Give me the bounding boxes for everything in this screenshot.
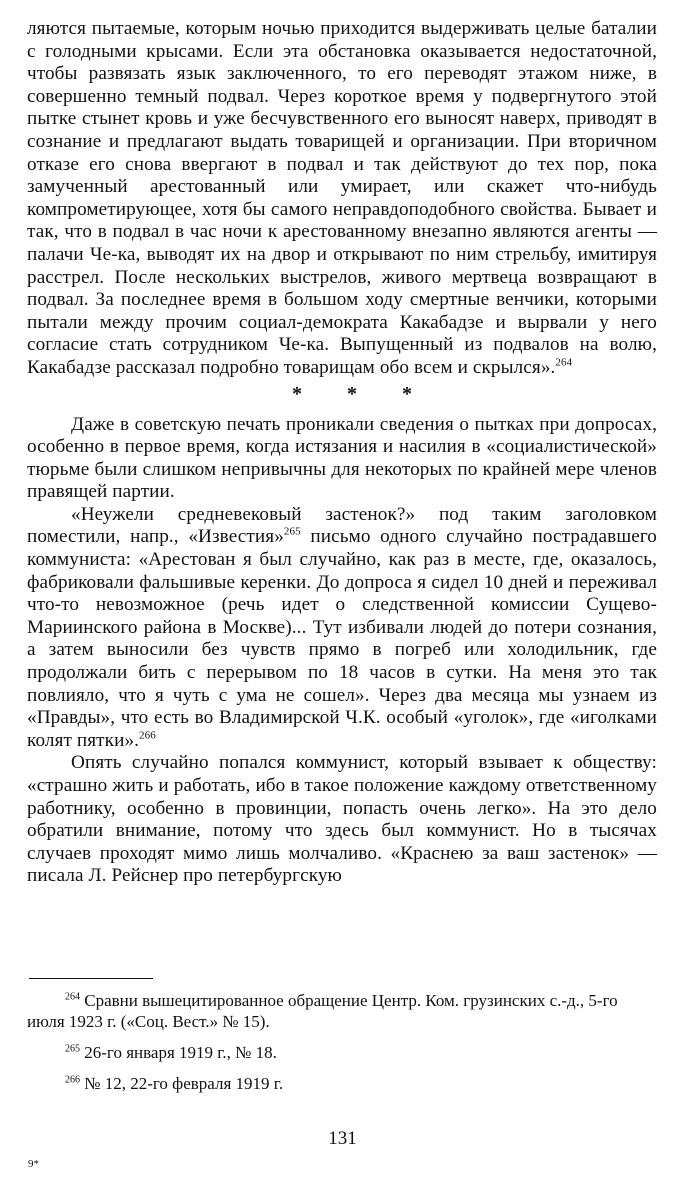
footnote-266 <box>27 1073 657 1094</box>
footnote-264 <box>27 990 657 1032</box>
signature-mark: 9* <box>28 1158 39 1170</box>
footnote-text: 26-го января 1919 г., № 18. <box>84 1043 277 1062</box>
footnote-number: 264 <box>65 991 80 1003</box>
paragraph-4: Опять случайно попался коммунист, который взывает к обществу: «страшно жить и работать, ибо в такое положение каждому ответственному работнику, особенно в провинции, попасть очень легко». На это дело обратили внимание, потому что здесь был коммунист. Но в тысячах случаев проходят мимо лишь молчаливо. «Краснею за ваш застенок» — писала Л. Рейснер про петербургскую <box>27 752 657 887</box>
footnote-265 <box>27 1042 657 1063</box>
footnote-ref-266: 266 <box>139 729 156 742</box>
footnote-number: 266 <box>65 1074 80 1086</box>
page-number: 131 <box>328 1128 357 1149</box>
paragraph-3-text-b: письмо одного случайно пострадавшего коммуниста: «Арестован я был случайно, как раз в месте, где, оказалось, фабриковали фальшивые керенки. До допроса я сидел 10 дней и переживал что-то невозможное (речь идет о следственной комиссии Сущево-Мариинского района в Москве)... Тут избивали людей до потери сознания, а затем выносили без чувств прямо в погреб или холодильник, где продолжали бить с перерывом по 18 часов в сутки. На меня это так повлияло, что я чуть с ума не сошел». Через два месяца мы узнаем из «Правды», что есть во Владимирской Ч.К. особый «уголок», где «иголками колят пятки». <box>27 526 657 751</box>
paragraph-2: Даже в советскую печать проникали сведения о пытках при допросах, особенно в первое время, когда истязания и насилия в «социалистической» тюрьме были слишком непривычны для некоторых по крайней мере членов правящей партии. <box>27 413 657 503</box>
footnote-divider <box>29 978 153 979</box>
footnote-ref-264: 264 <box>555 356 573 369</box>
footnote-text: Сравни вышецитированное обращение Центр. Ком. грузинских с.-д., 5-го июля 1923 г. («Соц. Вест.» № 15). <box>27 991 618 1031</box>
paragraph-3-text-a: «Неужели средневековый застенок?» под таким заголовком поместили, напр., «Известия» <box>27 503 657 548</box>
footnote-ref-265: 265 <box>283 526 301 539</box>
paragraph-1-text: ляются пытаемые, которым ночью приходится выдерживать целые баталии с голодными крысами. Если эта обстановка оказывается недостаточной, чтобы развязать язык заключенного, то его переводят этажом ниже, в совершенно темный подвал. Через короткое время у подвергнутого этой пытке стынет кровь и уже бесчувственного его выносят наверх, приводят в сознание и предлагают выдать товарищей и организации. При вторичном отказе его снова ввергают в подвал и так действуют до тех пор, пока замученный арестованный или умирает, или скажет что-нибудь компрометирующее, хотя бы самого неправдоподобного свойства. Бывает и так, что в подвал в час ночи к арестованному внезапно являются агенты — палачи Че-ка, выводят их на двор и открывают по ним стрельбу, имитируя расстрел. После нескольких выстрелов, живого мертвеца возвращают в подвал. За последнее время в большом ходу смертные венчики, которыми пытали между прочим социал-демократа Какабадзе и вырвали у него согласие стать сотрудником Че-ка. Выпущенный из подвалов на волю, Какабадзе рассказал подробно товарищам обо всем и скрылся». <box>27 18 657 378</box>
paragraph-1 <box>27 18 657 380</box>
footnote-number: 265 <box>65 1043 80 1055</box>
footnotes <box>27 990 657 1104</box>
paragraph-3 <box>27 504 657 753</box>
main-text <box>27 18 657 888</box>
footnote-text: № 12, 22-го февраля 1919 г. <box>84 1074 284 1093</box>
section-separator: * * * <box>292 382 432 405</box>
